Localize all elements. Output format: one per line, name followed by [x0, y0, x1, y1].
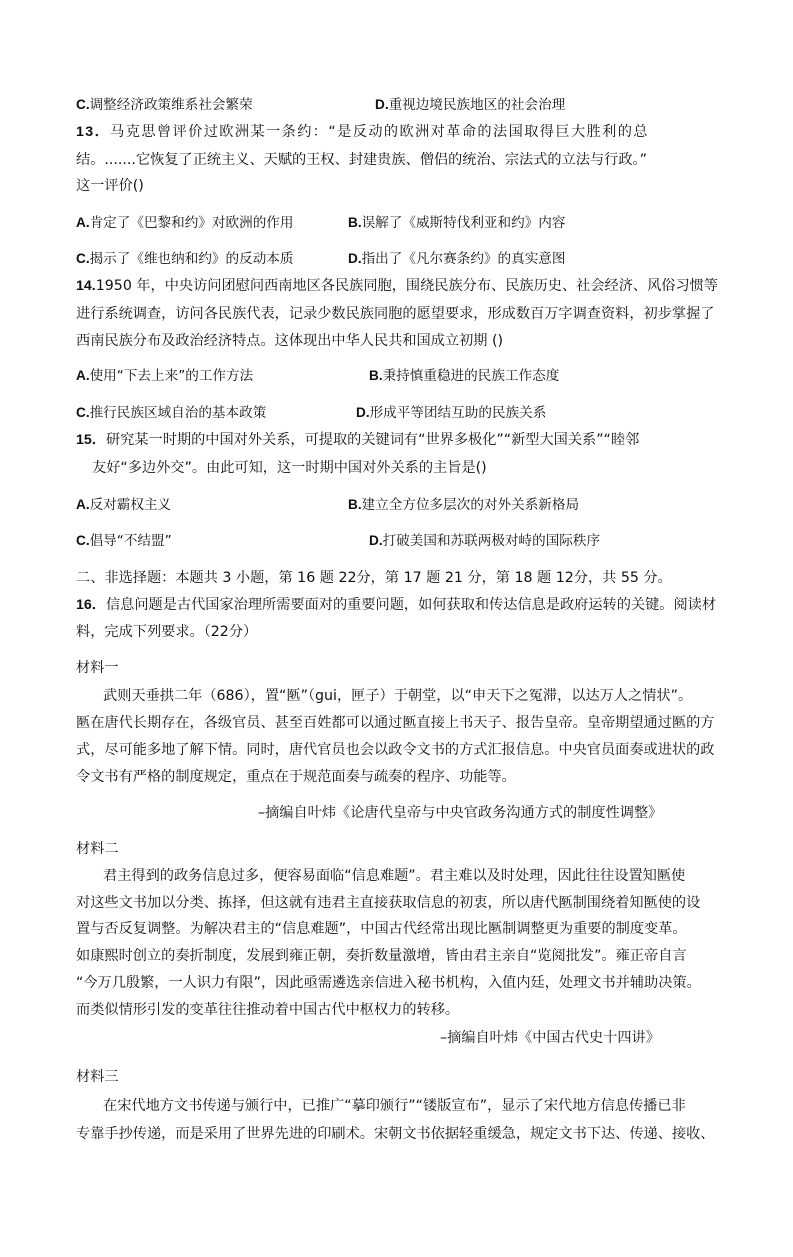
material-3-line: 专靠手抄传递，而是采用了世界先进的印刷术。宋朝文书依据轻重缓急，规定文书下达、传递、接收、 [76, 1126, 715, 1142]
q14-stem-line-2: 进行系统调查，访问各民族代表，记录少数民族同胞的愿望要求，形成数百万字调查资料，初步掌握了 [76, 306, 715, 322]
material-2-source: –摘编自叶炜《中国古代史十四讲》 [440, 1030, 660, 1046]
material-2-line: 而类似情形引发的变革往往推动着中国古代中枢权力的转移。 [76, 1002, 460, 1018]
section-heading: 二、非选择题：本题共 3 小题，第 16 题 22分，第 17 题 21 分，第 18 题 12分，共 55 分。 [76, 570, 672, 586]
question-number: 14. [76, 278, 96, 294]
q13-option-c [76, 249, 294, 269]
q14-option-d [356, 403, 546, 423]
option-text: 误解了《威斯特伐利亚和约》内容 [361, 215, 566, 231]
material-3-line: 在宋代地方文书传递与颁行中，已推广“摹印颁行”“镂版宣布”，显示了宋代地方信息传播已非 [103, 1098, 686, 1114]
q16-text: 信息问题是古代国家治理所需要面对的重要问题，如何获取和传达信息是政府运转的关键。阅读材 [105, 597, 717, 613]
q14-stem-line-3: 西南民族分布及政治经济特点。这体现出中华人民共和国成立初期 () [76, 333, 504, 349]
option-text: 使用“下去上来”的工作方法 [89, 368, 254, 384]
material-2-line: 君主得到的政务信息过多，便容易面临“信息难题”。君主难以及时处理，因此往往设置知匦使 [103, 868, 686, 884]
material-2-line: 如康熙时创立的奏折制度，发展到雍正朝，奏折数量激增，皆由君主亲自“览阅批发”。雍正帝自言 [76, 948, 687, 964]
q14-option-b [369, 366, 559, 386]
material-3-label: 材料三 [76, 1069, 119, 1085]
q14-text: 1950 年，中央访问团慰问西南地区各民族同胞，围绕民族分布、民族历史、社会经济、风俗习惯等 [95, 278, 719, 294]
material-1-line: 匦在唐代长期存在，各级官员、甚至百姓都可以通过匦直接上书天子、报告皇帝。皇帝期望通过匦的方 [76, 715, 715, 731]
option-text: 建立全方位多层次的对外关系新格局 [361, 497, 580, 513]
option-letter: D. [348, 251, 362, 266]
q12-option-c [76, 95, 253, 115]
q13-option-a [76, 213, 294, 233]
q16-stem-line-1 [76, 595, 716, 615]
q14-option-a [76, 366, 253, 386]
option-letter: D. [356, 405, 370, 420]
option-letter: C. [76, 251, 90, 266]
material-1-line: 式，尽可能多地了解下情。同时，唐代官员也会以政令文书的方式汇报信息。中央官员面奏或进状的政 [76, 742, 715, 758]
q13-stem-line-3: 这一评价() [76, 178, 144, 194]
option-letter: A. [76, 497, 90, 512]
option-text: 倡导“不结盟” [89, 533, 172, 549]
option-text: 反对霸权主义 [89, 497, 172, 513]
q14-stem-line-1 [76, 276, 718, 296]
material-2-line: “今万几殷繁，一人识力有限”，因此亟需遴选亲信进入秘书机构，入值内廷，处理文书并辅助决策。 [76, 975, 701, 991]
option-text: 打破美国和苏联两极对峙的国际秩序 [382, 533, 601, 549]
option-text: 调整经济政策维系社会繁荣 [89, 97, 253, 113]
q13-stem-line-2: 结。.......它恢复了正统主义、天赋的王权、封建贵族、僧侣的统治、宗法式的立法与行政。” [76, 152, 647, 168]
q15-option-b [348, 495, 579, 515]
material-1-line: 武则天垂拱二年（686），置“匦”（gui，匣子）于朝堂，以“申天下之冤滞，以达万人之情状”。 [103, 688, 693, 704]
material-2-label: 材料二 [76, 841, 119, 857]
q15-stem-line-1 [76, 430, 639, 450]
q14-option-c [76, 403, 266, 423]
material-1-source: –摘编自叶炜《论唐代皇帝与中央官政务沟通方式的制度性调整》 [258, 805, 663, 821]
q15-stem-line-2: 友好“多边外交”。由此可知，这一时期中国对外关系的主旨是() [92, 460, 487, 476]
q15-option-c [76, 531, 172, 551]
material-1-label: 材料一 [76, 660, 119, 676]
question-number: 15． [76, 432, 106, 448]
option-letter: C. [76, 97, 90, 112]
q13-stem-line-1 [76, 122, 649, 142]
q15-text: 研究某一时期的中国对外关系，可提取的关键词有“世界多极化”“新型大国关系”“睦邻 [105, 432, 640, 448]
option-letter: A. [76, 368, 90, 383]
q13-option-b [348, 213, 566, 233]
option-letter: B. [369, 368, 383, 383]
q13-text: 马克思曾评价过欧洲某一条约：“是反动的欧洲对革命的法国取得巨大胜利的总 [110, 124, 649, 140]
option-text: 重视边境民族地区的社会治理 [388, 97, 566, 113]
option-text: 推行民族区域自治的基本政策 [89, 405, 267, 421]
q15-option-d [369, 531, 600, 551]
material-1-line: 令文书有严格的制度规定，重点在于规范面奏与疏奏的程序、功能等。 [76, 769, 516, 785]
option-letter: D. [369, 533, 383, 548]
question-number: 16． [76, 597, 106, 613]
question-number: 13． [76, 124, 111, 140]
material-2-line: 置与否反复调整。为解决君主的“信息难题”，中国古代经常出现比匦制调整更为重要的制度变革。 [76, 921, 687, 937]
option-letter: D. [375, 97, 389, 112]
q12-option-d [375, 95, 565, 115]
option-text: 形成平等团结互助的民族关系 [369, 405, 547, 421]
option-letter: C. [76, 533, 90, 548]
q16-stem-line-2: 料，完成下列要求。（22分） [76, 624, 258, 640]
option-text: 揭示了《维也纳和约》的反动本质 [89, 251, 294, 267]
option-letter: B. [348, 215, 362, 230]
option-text: 肯定了《巴黎和约》对欧洲的作用 [89, 215, 294, 231]
option-text: 指出了《凡尔赛条约》的真实意图 [361, 251, 566, 267]
q15-option-a [76, 495, 171, 515]
q13-option-d [348, 249, 566, 269]
material-2-line: 对这些文书加以分类、拣择，但这就有违君主直接获取信息的初衷，所以唐代匦制围绕着知匦使的设 [76, 895, 701, 911]
option-letter: A. [76, 215, 90, 230]
option-letter: C. [76, 405, 90, 420]
option-text: 秉持慎重稳进的民族工作态度 [382, 368, 560, 384]
option-letter: B. [348, 497, 362, 512]
